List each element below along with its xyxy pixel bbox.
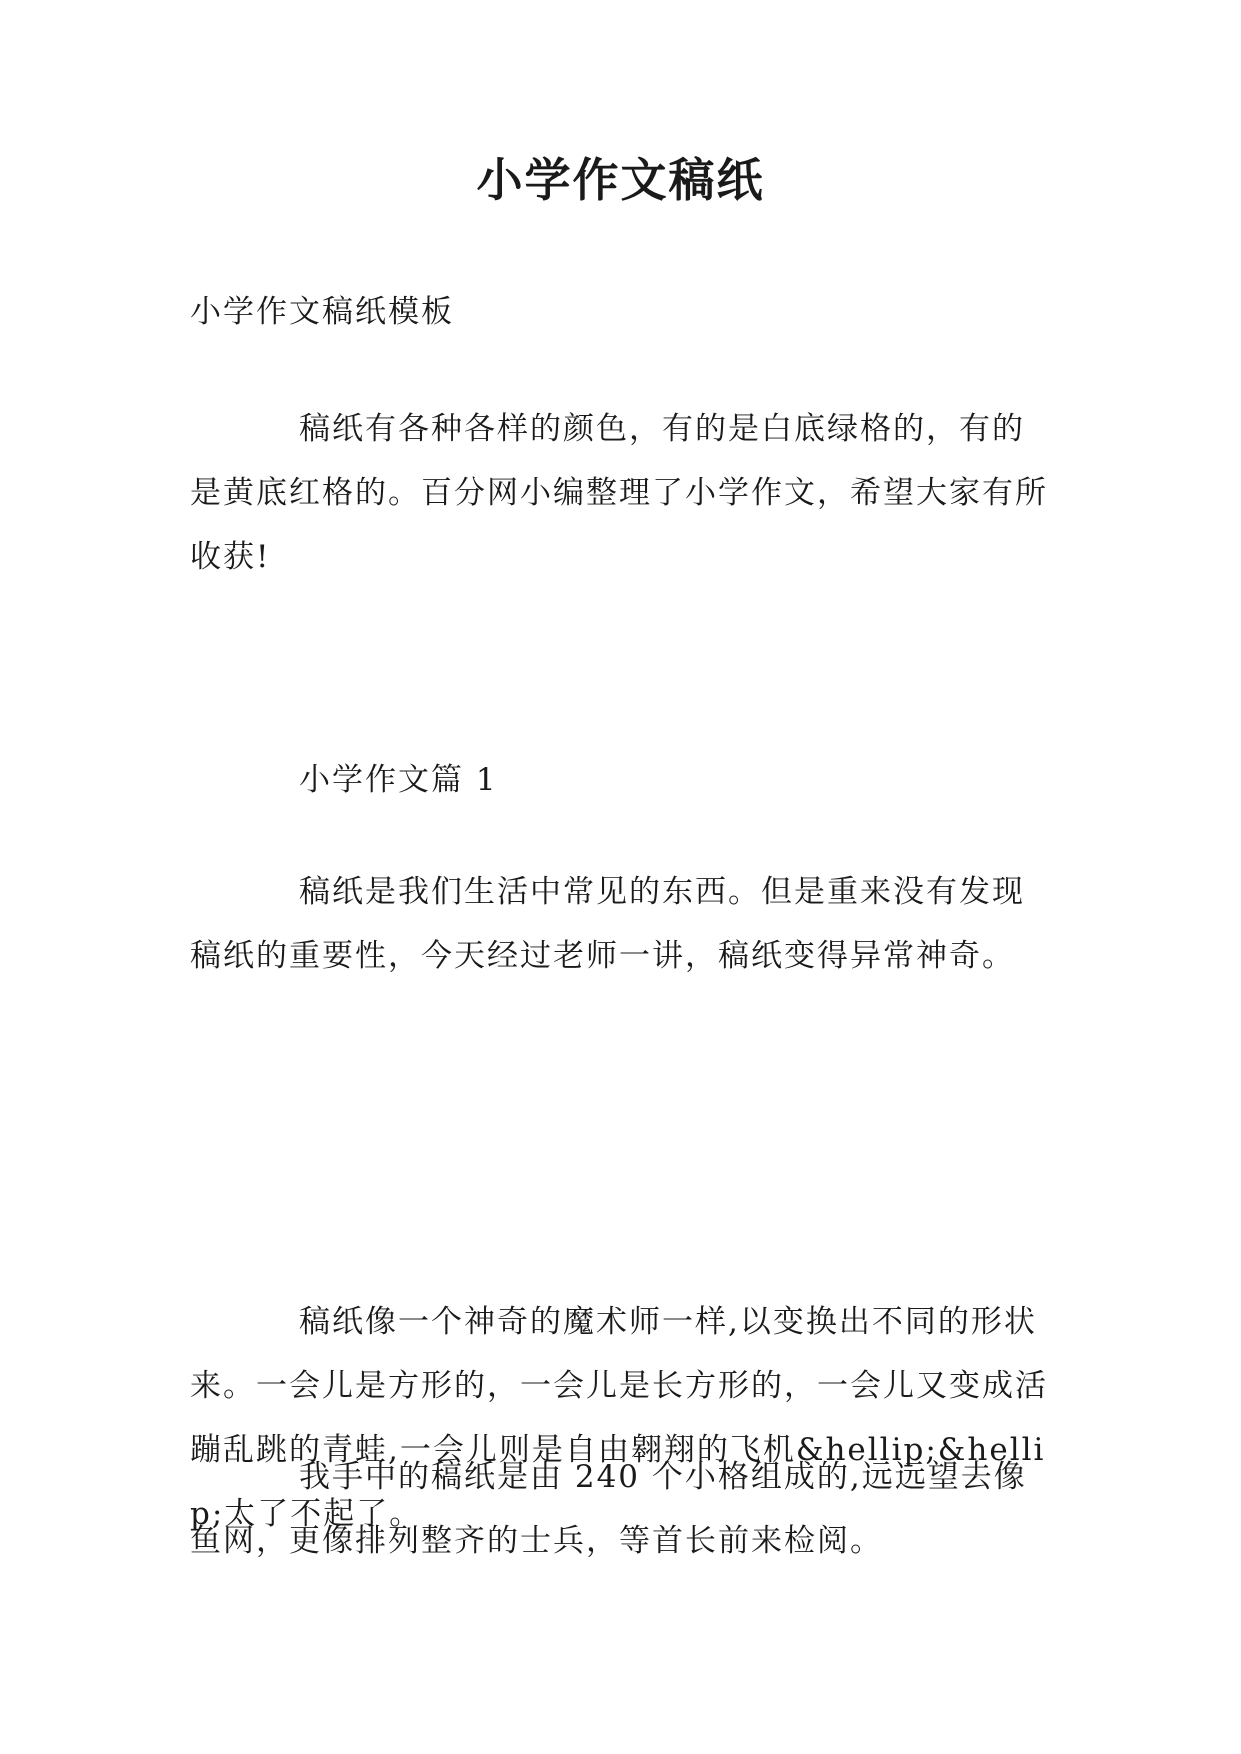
document-subtitle: 小学作文稿纸模板 (190, 294, 454, 330)
section-heading: 小学作文篇 1 (299, 762, 498, 798)
document-title: 小学作文稿纸 (476, 153, 765, 207)
body-paragraph-2: 稿纸像一个神奇的魔术师一样,以变换出不同的形状来。一会儿是方形的，一会儿是长方形的，一会儿又变成活蹦乱跳的青蛙,一会儿则是自由翱翔的飞机&hellip;&hellip;太了不起了。 (190, 1304, 1048, 1532)
body-paragraph-3: 我手中的稿纸是由 240 个小格组成的,远远望去像鱼网，更像排列整齐的士兵，等首长前来检阅。 (190, 1459, 1027, 1559)
intro-paragraph: 稿纸有各种各样的颜色，有的是白底绿格的，有的是黄底红格的。百分网小编整理了小学作文，希望大家有所收获! (190, 411, 1048, 575)
body-paragraph-1: 稿纸是我们生活中常见的东西。但是重来没有发现稿纸的重要性，今天经过老师一讲，稿纸变得异常神奇。 (190, 874, 1025, 974)
